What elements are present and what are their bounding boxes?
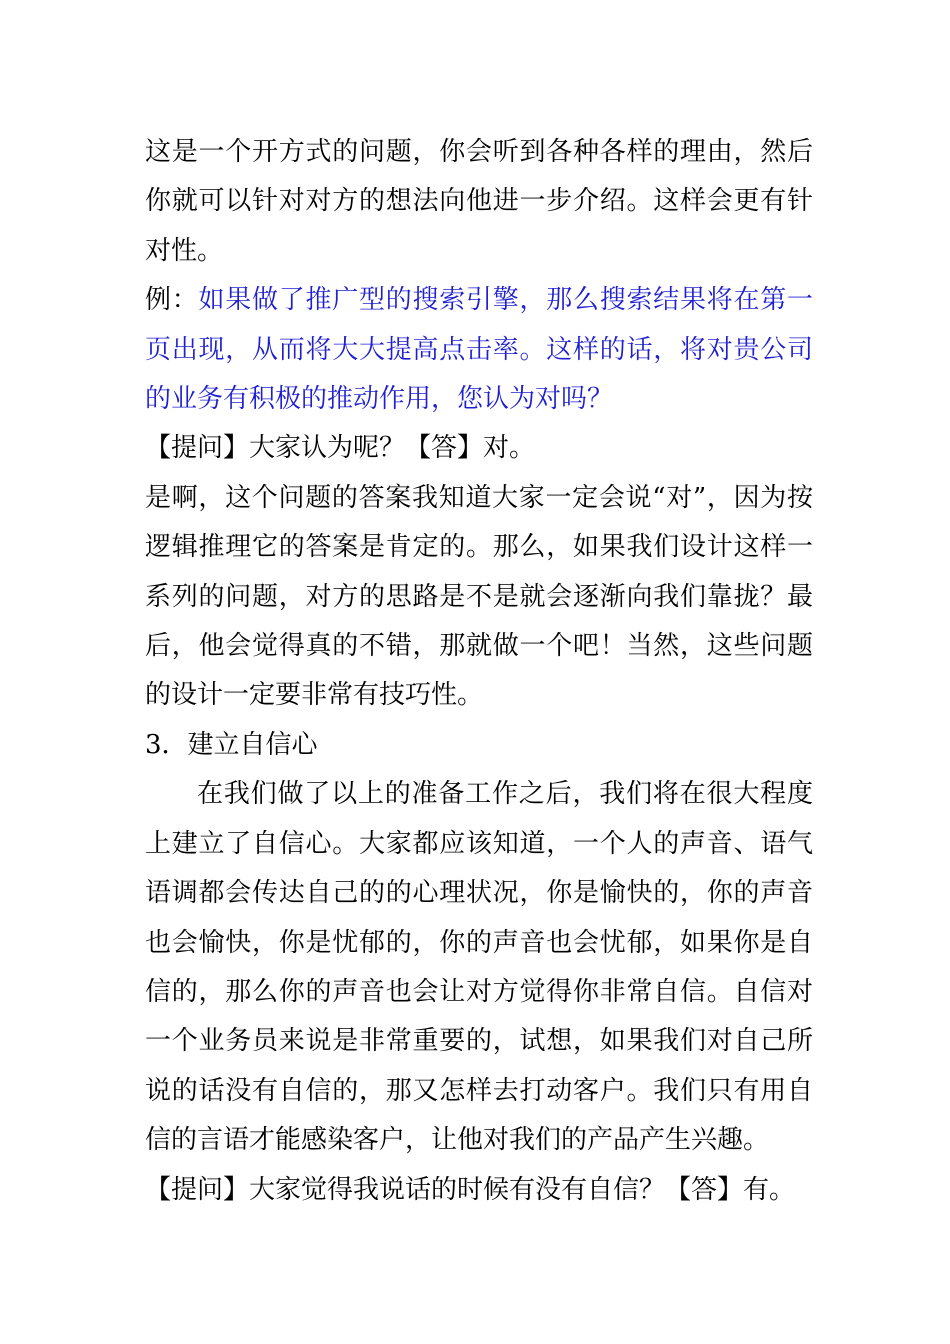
document-page — [145, 128, 813, 1215]
example-prefix: 例： — [145, 285, 199, 316]
paragraph-logic-explanation: 是啊，这个问题的答案我知道大家一定会说“对”，因为按逻辑推理它的答案是肯定的。那么，如果我们设计这样一系列的问题，对方的思路是不是就会逐渐向我们靠拢？最后，他会觉得真的不错，那就做一个吧！当然，这些问题的设计一定要非常有技巧性。 — [145, 482, 813, 711]
paragraph-question-answer-1: 【提问】大家认为呢？【答】对。 — [145, 433, 536, 464]
example-text: 如果做了推广型的搜索引擎，那么搜索结果将在第一页出现，从而将大大提高点击率。这样的话，将对贵公司的业务有积极的推动作用，您认为对吗？ — [145, 285, 813, 415]
paragraph-example — [145, 276, 813, 424]
paragraph-open-question: 这是一个开方式的问题，你会听到各种各样的理由，然后你就可以针对对方的想法向他进一步介绍。这样会更有针对性。 — [145, 137, 813, 266]
paragraph-confidence: 在我们做了以上的准备工作之后，我们将在很大程度上建立了自信心。大家都应该知道，一个人的声音、语气语调都会传达自己的的心理状况，你是愉快的，你的声音也会愉快，你是忧郁的，你的声音也会忧郁，如果你是自信的，那么你的声音也会让对方觉得你非常自信。自信对一个业务员来说是非常重要的，试想，如果我们对自己所说的话没有自信的，那又怎样去打动客户。我们只有用自信的言语才能感染客户，让他对我们的产品产生兴趣。 — [145, 779, 813, 1156]
paragraph-question-answer-2: 【提问】大家觉得我说话的时候有没有自信？【答】有。 — [145, 1174, 796, 1205]
section-heading-confidence: 3．建立自信心 — [145, 729, 318, 760]
